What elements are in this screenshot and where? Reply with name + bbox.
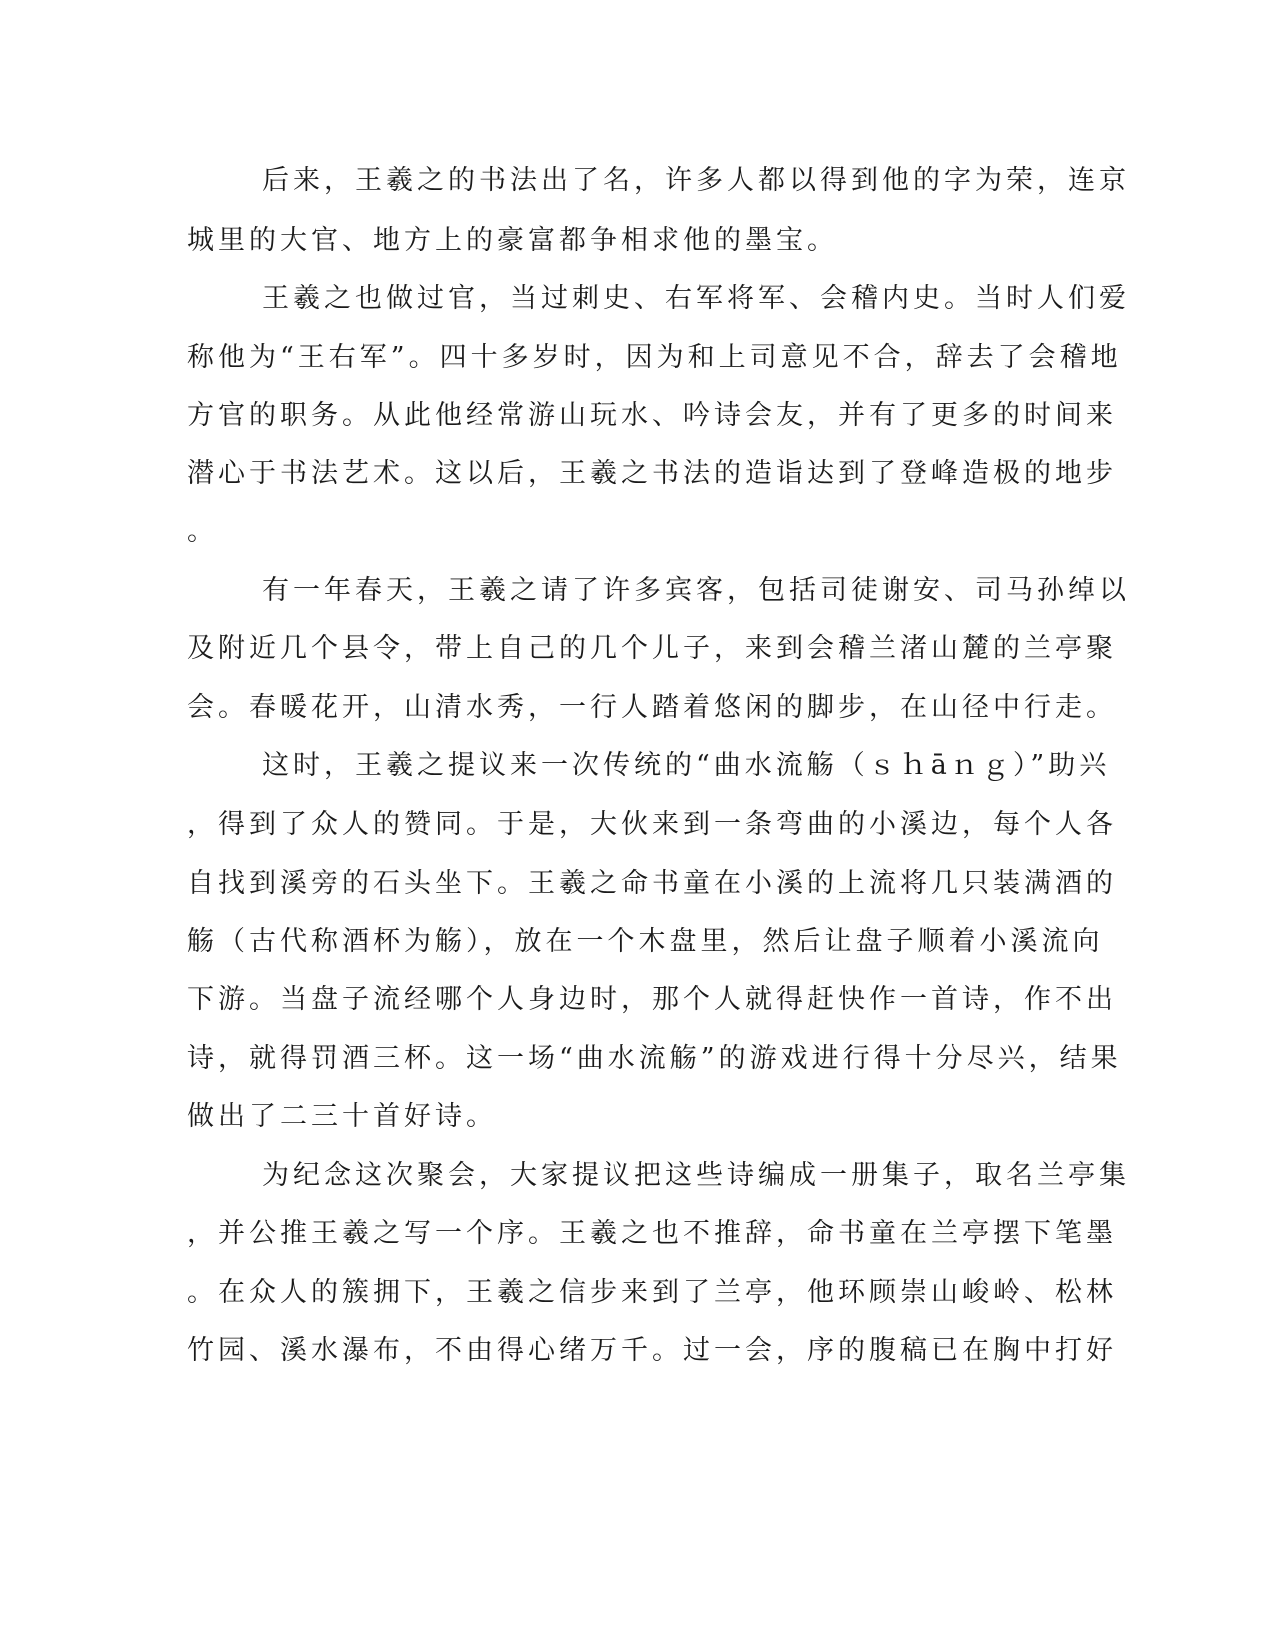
text-line: 。在众人的簇拥下，王羲之信步来到了兰亭，他环顾崇山峻岭、松林 <box>187 1277 1117 1308</box>
text-line: 方官的职务。从此他经常游山玩水、吟诗会友，并有了更多的时间来 <box>187 400 1117 431</box>
text-line: 王羲之也做过官，当过刺史、右军将军、会稽内史。当时人们爱 <box>262 283 1130 314</box>
text-line: 后来，王羲之的书法出了名，许多人都以得到他的字为荣，连京 <box>262 165 1130 196</box>
text-line: 潜心于书法艺术。这以后，王羲之书法的造诣达到了登峰造极的地步 <box>187 458 1117 489</box>
text-line: 诗，就得罚酒三杯。这一场“曲水流觞”的游戏进行得十分尽兴，结果 <box>187 1043 1122 1074</box>
text-line: 会。春暖花开，山清水秀，一行人踏着悠闲的脚步，在山径中行走。 <box>187 692 1117 723</box>
text-line: 觞（古代称酒杯为觞），放在一个木盘里，然后让盘子顺着小溪流向 <box>187 926 1104 957</box>
text-line: 城里的大官、地方上的豪富都争相求他的墨宝。 <box>187 225 838 256</box>
text-line: 这时，王羲之提议来一次传统的“曲水流觞（ｓｈāｎｇ）”助兴 <box>262 750 1111 781</box>
text-line: 竹园、溪水瀑布，不由得心绪万千。过一会，序的腹稿已在胸中打好 <box>187 1335 1117 1366</box>
text-line: 。 <box>187 516 218 547</box>
text-line: 下游。当盘子流经哪个人身边时，那个人就得赶快作一首诗，作不出 <box>187 984 1117 1015</box>
text-line: 称他为“王右军”。四十多岁时，因为和上司意见不合，辞去了会稽地 <box>187 342 1122 373</box>
text-line: 及附近几个县令，带上自己的几个儿子，来到会稽兰渚山麓的兰亭聚 <box>187 633 1117 664</box>
text-line: 做出了二三十首好诗。 <box>187 1101 497 1132</box>
text-line: ，并公推王羲之写一个序。王羲之也不推辞，命书童在兰亭摆下笔墨 <box>187 1218 1117 1249</box>
text-line: ，得到了众人的赞同。于是，大伙来到一条弯曲的小溪边，每个人各 <box>187 809 1117 840</box>
text-line: 自找到溪旁的石头坐下。王羲之命书童在小溪的上流将几只装满酒的 <box>187 868 1117 899</box>
text-line: 有一年春天，王羲之请了许多宾客，包括司徒谢安、司马孙绰以 <box>262 575 1130 606</box>
text-line: 为纪念这次聚会，大家提议把这些诗编成一册集子，取名兰亭集 <box>262 1160 1130 1191</box>
